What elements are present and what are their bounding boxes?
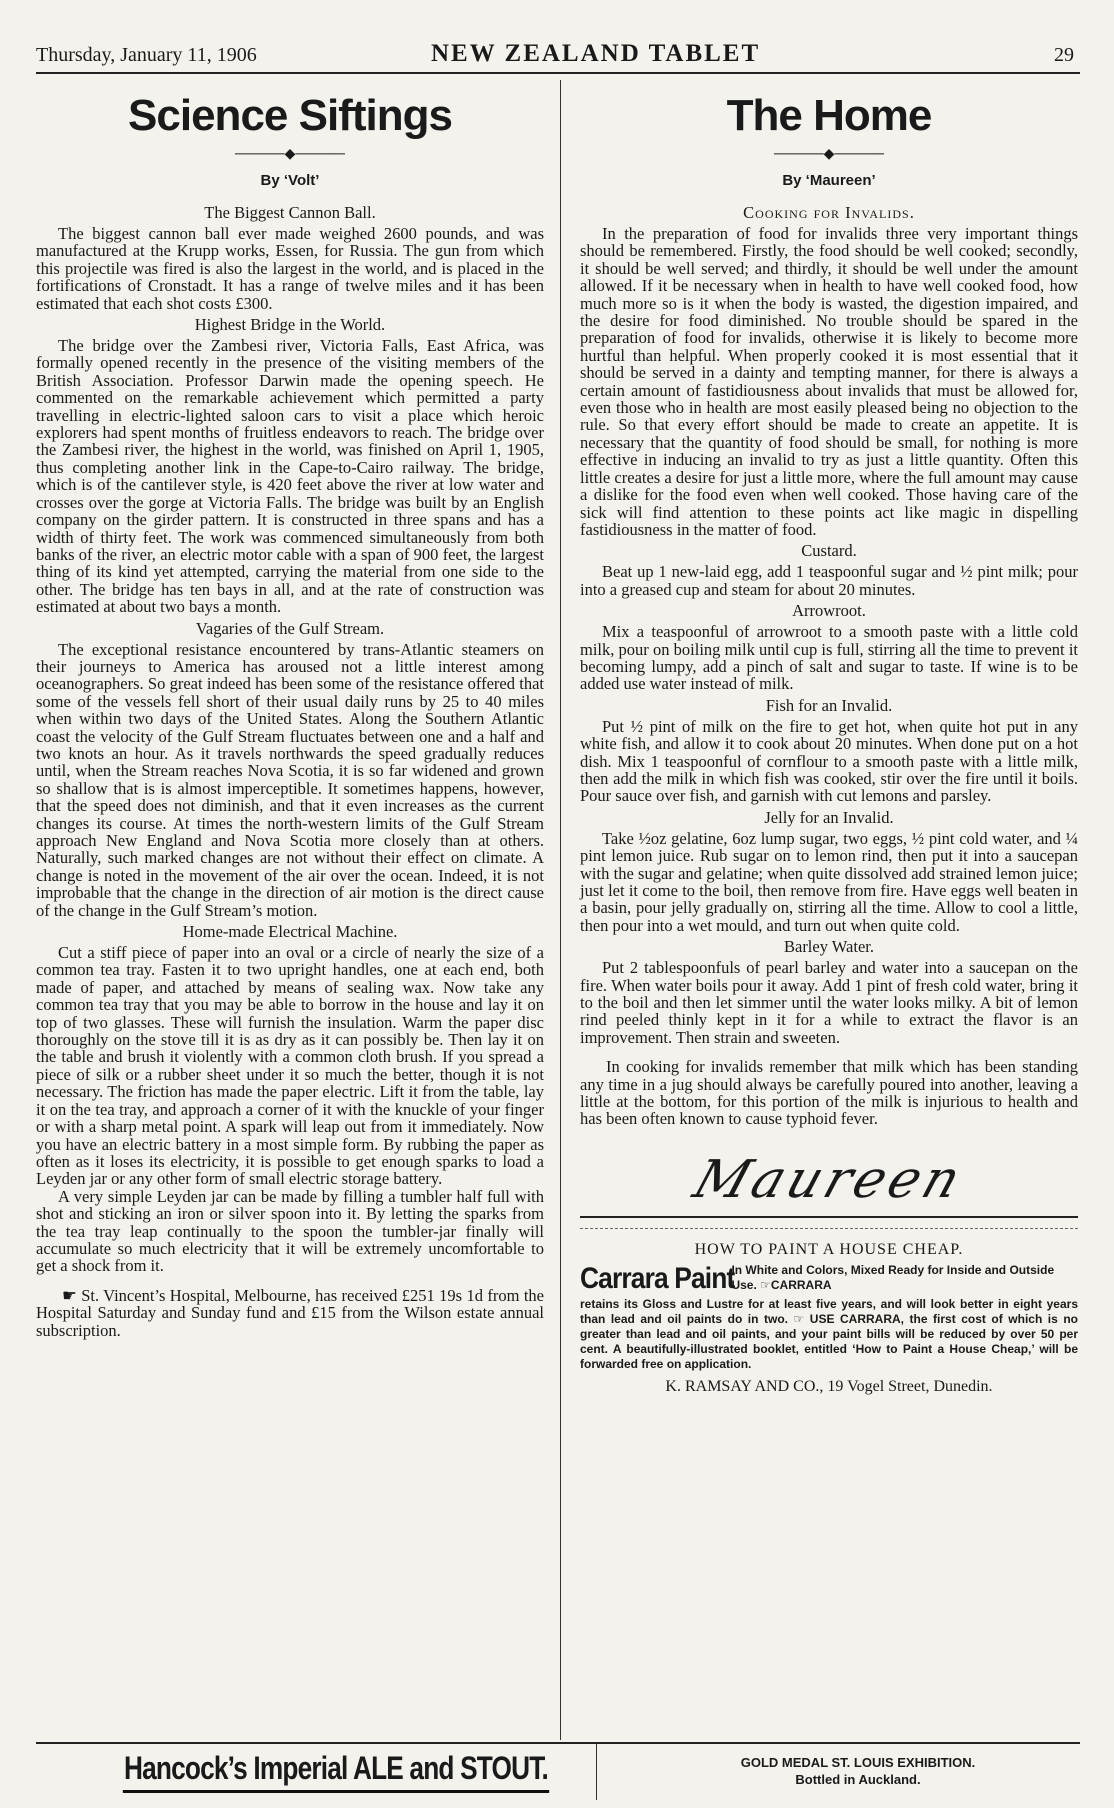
recipe-heading: Jelly for an Invalid. bbox=[764, 807, 894, 827]
page-footer bbox=[36, 1742, 1080, 1800]
page-number: 29 bbox=[1054, 44, 1074, 66]
advert-side-text: In White and Colors, Mixed Ready for Inside and Outside Use. ☞CARRARA bbox=[731, 1262, 1055, 1292]
signature-maureen: Maureen bbox=[686, 1149, 972, 1210]
gold-medal-line: GOLD MEDAL ST. LOUIS EXHIBITION. bbox=[740, 1755, 976, 1770]
article-heading: Home-made Electrical Machine. bbox=[182, 922, 398, 942]
intro-heading: Cooking for Invalids. bbox=[743, 203, 915, 222]
closing-paragraph: In cooking for invalids remember that milk which has been standing any time in a jug should always be carefully poured into another, leaving a little at the bottom, for this portion of the milk is injurious to health and has been often known to cause typhoid fever. bbox=[580, 1057, 1078, 1129]
article-paragraph: The bridge over the Zambesi river, Victoria Falls, East Africa, was formally opened recently in the presence of the visiting members of the British Association. Professor Darwin made the opening speech. He commented on the remarkable achievement which permitted a party travelling in electric-lighted saloon cars to visit a place which heroic explorers had spent months of fruitless endeavors to reach. The bridge over the Zambesi river, the highest in the world, was finished on April 1, 1905, thus completing another link in the Cape-to-Cairo railway. The bridge, which is of the cantilever style, is 420 feet above the river at low water and crosses over the gorge at Victoria Falls. The bridge was built by an English company on the girder pattern. It is constructed in three spans and has a width of thirty feet. The work was commenced simultaneously from both banks of the river, an electric motor cable with a span of 900 feet, the largest thing of its kind yet attempted, carrying the material from one side to the other. The bridge has ten bays in all, and at the rate of construction was estimated at about two bays a month. bbox=[36, 336, 544, 617]
rule bbox=[580, 1216, 1078, 1218]
byline-volt: By ‘Volt’ bbox=[260, 172, 320, 189]
carrara-paint-advert bbox=[580, 1228, 1078, 1396]
newspaper-title: NEW ZEALAND TABLET bbox=[431, 40, 761, 67]
byline-maureen: By ‘Maureen’ bbox=[782, 172, 876, 189]
hancock-advert-text: Hancock’s Imperial ALE and STOUT. bbox=[123, 1750, 548, 1786]
underline-bar bbox=[123, 1790, 549, 1793]
article-paragraph: Cut a stiff piece of paper into an oval or a circle of nearly the size of a common tea tray. Fasten it to two upright handles, one at each end, both made of paper, and attached by means of sealing wax. Now take any common tea tray that you may be able to borrow in the house and lay it on top of two glasses. These will furnish the insulation. Warm the paper disc thoroughly on the stove till it is as dry as it can possibly be. Then lay it on the table and brush it violently with a common cloth brush. If you spread a piece of silk or a rubber sheet under it so much the better, though it is not necessary. The friction has made the paper electric. Lift it from the table, lay it on the tea tray, and approach a corner of it with the knuckle of your finger or with a sharp metal point. A spark will leap out from it immediately. Now you have an electric battery in a most simple form. By rubbing the paper as often as it loses its electricity, it is possible to get enough sparks to load a Leyden jar or any other form of small electric storage battery. bbox=[36, 943, 544, 1189]
pointing-hand-icon: ☛ bbox=[62, 1285, 82, 1305]
article-paragraph: A very simple Leyden jar can be made by filling a tumbler half full with shot and sticking an iron or silver spoon into it. By letting the sparks from the tea tray leap continually to the spoon the tumbler-jar finally will accumulate so much electricity that it will be extremely uncomfortable to get a shock from it. bbox=[36, 1186, 544, 1276]
page-header bbox=[36, 38, 1080, 74]
recipe-text: Mix a teaspoonful of arrowroot to a smooth paste with a little cold milk, pour on boiling milk until cup is full, stirring all the time to prevent it becoming lumpy, add a pinch of salt and sugar to taste. If wine is to be added use water instead of milk. bbox=[580, 622, 1078, 694]
hospital-note bbox=[36, 1287, 544, 1339]
article-heading: Highest Bridge in the World. bbox=[194, 315, 386, 335]
recipe-heading: Fish for an Invalid. bbox=[765, 695, 893, 715]
recipe-text: Take ½oz gelatine, 6oz lump sugar, two eggs, ½ pint cold water, and ¼ pint lemon juice. Rub sugar on to lemon rind, then put it into a saucepan with the sugar and gelatine; when quite dissolved add strained lemon juice; just let it come to the boil, then remove from fire. Have eggs well beaten in a basin, pour jelly gradually on, stirring all the time. Allow to cool a little, then pour into a wet mould, and turn out when quite cold. bbox=[580, 828, 1078, 935]
recipe-text: Put ½ pint of milk on the fire to get hot, when quite hot put in any white fish, and allow it to cook about 20 minutes. When done put on a hot dish. Mix 1 teaspoonful of cornflour to a smooth paste with a little milk, then add the milk in which fish was cooked, stir over the fire until it boils. Pour sauce over fish, and garnish with cut lemons and parsley. bbox=[580, 716, 1078, 806]
intro-paragraph: In the preparation of food for invalids three very important things should be remembered. Firstly, the food should be well cooked; secondly, it should be well served; and thirdly, it should be well under the amount allowed. If it be necessary when in health to have well cooked food, how much more so is it when the body is wasted, the digestion impaired, and the desire for food diminished. No trouble should be spared in the preparation of food for invalids, otherwise it is likely to become more hurtful than helpful. When properly cooked it is most essential that it should be served in a dainty and tempting manner, for there is always a certain amount of fastidiousness about invalids that must be allowed for, even those who in health are most easily pleased being no objection to the rule. So that every effort should be made to create an appetite. It is necessary that the quantity of food should be small, for nothing is more effective in inducing an invalid to try as just a little quantity. Often this little creates a desire for just a little more, where the full amount may cause a dislike for the food even when well cooked. Those having care of the sick will find attention to these points act like magic in dispelling fastidiousness in the matter of food. bbox=[580, 224, 1078, 539]
gold-medal-advert bbox=[636, 1754, 1080, 1788]
advert-title: HOW TO PAINT A HOUSE CHEAP. bbox=[694, 1240, 964, 1258]
ornament-divider: ─────◆───── bbox=[774, 147, 884, 162]
article-paragraph: The exceptional resistance encountered by trans-Atlantic steamers on their journeys to America has aroused not a little interest among oceanographers. So great indeed has been some of the resistance offered that some of the vessels fell short of their usual daily runs by 25 to 40 miles when within two days of the United States. Along the Southern Atlantic coast the velocity of the Gulf Stream fluctuates between one and a half and two knots an hour. As it travels northwards the speed gradually reduces until, when the Stream reaches Nova Scotia, it is so far widened and grown so shallow that is is almost imperceptible. It sometimes happens, however, that the speed does not diminish, and that it even increases as the current changes its course. At times the north-western limits of the Gulf Stream approach New England and Nova Scotia more closely than at others. Naturally, such marked changes are not without their effect on climate. A change is noted in the movement of the air over the ocean. Indeed, it is not improbable that the change in the direction of air motion is the direct cause of the change in the Gulf Stream’s motion. bbox=[36, 639, 544, 920]
section-title-science: Science Siftings bbox=[128, 91, 452, 140]
advert-footer: K. RAMSAY AND CO., 19 Vogel Street, Dunedin. bbox=[665, 1377, 993, 1395]
hospital-note-text: St. Vincent’s Hospital, Melbourne, has received £251 19s 1d from the Hospital Saturday and Sunday fund and £15 from the Wilson estate annual subscription. bbox=[36, 1285, 544, 1340]
recipe-text: Put 2 tablespoonfuls of pearl barley and water into a saucepan on the fire. When water boils pour it away. Add 1 pint of fresh cold water, bring it to the boil and then let simmer until the water looks milky. A bit of lemon rind peeled thinly kept in it for a while to extract the flavor is an improvement. Then strain and sweeten. bbox=[580, 958, 1078, 1047]
advert-body: retains its Gloss and Lustre for at least five years, and will look better in eight years than lead and oil paints do in two. ☞ USE CARRARA, the first cost of which is no greater than lead and oil paints, and your paint bills will be reduced by over 50 per cent. A beautifully-illustrated booklet, entitled ‘How to Paint a House Cheap,’ will be forwarded free on application. bbox=[580, 1296, 1078, 1371]
ornament-divider: ─────◆───── bbox=[235, 147, 345, 162]
article-heading: Vagaries of the Gulf Stream. bbox=[195, 618, 385, 638]
article-heading: The Biggest Cannon Ball. bbox=[204, 203, 376, 222]
left-column bbox=[36, 80, 544, 1339]
recipe-heading: Barley Water. bbox=[783, 937, 874, 957]
recipe-heading: Arrowroot. bbox=[792, 601, 866, 621]
right-column bbox=[580, 80, 1078, 1396]
hancock-advert bbox=[106, 1750, 565, 1787]
advert-header-row bbox=[580, 1263, 1078, 1295]
column-divider bbox=[560, 80, 561, 1740]
section-title-home: The Home bbox=[726, 91, 932, 140]
footer-divider bbox=[596, 1744, 597, 1800]
article-paragraph: The biggest cannon ball ever made weighed 2600 pounds, and was manufactured at the Krupp works, Essen, for Russia. The gun from which this projectile was fired is also the largest in the world, and is placed in the fortifications of Cronstadt. It has a range of twelve miles and it has been estimated that each shot costs £300. bbox=[36, 224, 544, 313]
recipe-text: Beat up 1 new-laid egg, add 1 teaspoonful sugar and ½ pint milk; pour into a greased cup and steam for about 20 minutes. bbox=[580, 562, 1078, 599]
advert-brand: Carrara Paint bbox=[580, 1261, 735, 1295]
issue-date: Thursday, January 11, 1906 bbox=[36, 44, 257, 66]
bottled-line: Bottled in Auckland. bbox=[795, 1772, 921, 1787]
recipe-heading: Custard. bbox=[801, 541, 857, 561]
